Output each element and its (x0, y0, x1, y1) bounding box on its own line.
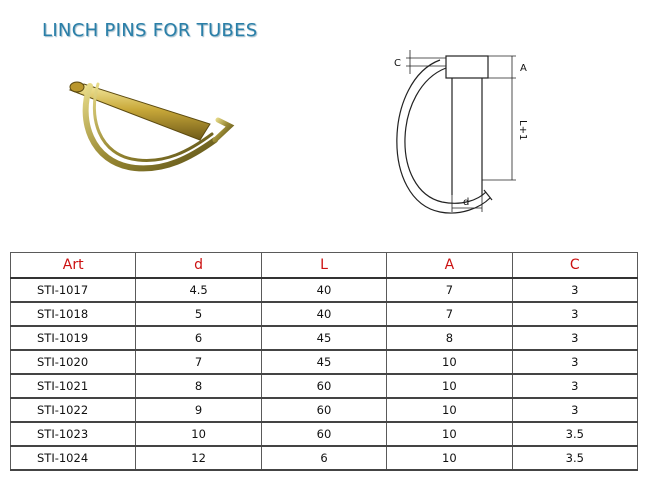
column-header-art: Art (11, 253, 136, 279)
cell-c: 3.5 (512, 446, 637, 470)
cell-l: 45 (261, 350, 386, 374)
cell-d: 4.5 (136, 278, 261, 302)
drawing-pin (397, 56, 492, 213)
cell-l: 60 (261, 422, 386, 446)
cell-c: 3 (512, 302, 637, 326)
cell-c: 3 (512, 278, 637, 302)
cell-a: 10 (387, 446, 512, 470)
cell-c: 3.5 (512, 422, 637, 446)
cell-d: 7 (136, 350, 261, 374)
table-row (11, 422, 638, 446)
cell-a: 10 (387, 374, 512, 398)
cell-a: 8 (387, 326, 512, 350)
cell-a: 10 (387, 350, 512, 374)
dim-label-l: L+1 (517, 120, 528, 141)
cell-d: 12 (136, 446, 261, 470)
cell-a: 10 (387, 398, 512, 422)
cell-l: 6 (261, 446, 386, 470)
cell-c: 3 (512, 326, 637, 350)
dim-label-a: A (520, 63, 527, 74)
dim-label-c: C (394, 58, 401, 69)
cell-l: 40 (261, 278, 386, 302)
cell-art: STI-1020 (11, 350, 136, 374)
table-row (11, 302, 638, 326)
cell-art: STI-1017 (11, 278, 136, 302)
cell-l: 60 (261, 374, 386, 398)
page-title: LINCH PINS FOR TUBES (42, 20, 258, 41)
cell-a: 7 (387, 302, 512, 326)
cell-c: 3 (512, 374, 637, 398)
cell-d: 10 (136, 422, 261, 446)
table-row (11, 446, 638, 470)
table-row (11, 326, 638, 350)
cell-l: 60 (261, 398, 386, 422)
cell-d: 6 (136, 326, 261, 350)
cell-art: STI-1023 (11, 422, 136, 446)
cell-d: 5 (136, 302, 261, 326)
table-row (11, 398, 638, 422)
cell-c: 3 (512, 398, 637, 422)
cell-d: 8 (136, 374, 261, 398)
cell-art: STI-1022 (11, 398, 136, 422)
technical-drawing (380, 40, 580, 220)
cell-d: 9 (136, 398, 261, 422)
table-row (11, 350, 638, 374)
cell-art: STI-1021 (11, 374, 136, 398)
table-row (11, 278, 638, 302)
spec-table (10, 252, 638, 471)
cell-l: 45 (261, 326, 386, 350)
column-header-c: C (512, 253, 637, 279)
column-header-a: A (387, 253, 512, 279)
cell-c: 3 (512, 350, 637, 374)
cell-art: STI-1019 (11, 326, 136, 350)
cell-a: 7 (387, 278, 512, 302)
dim-label-d: d (463, 197, 470, 208)
column-header-l: L (261, 253, 386, 279)
linch-pin-photo (50, 68, 250, 193)
cell-art: STI-1024 (11, 446, 136, 470)
cell-l: 40 (261, 302, 386, 326)
cell-art: STI-1018 (11, 302, 136, 326)
table-row (11, 374, 638, 398)
table-header-row (11, 253, 638, 279)
column-header-d: d (136, 253, 261, 279)
cell-a: 10 (387, 422, 512, 446)
